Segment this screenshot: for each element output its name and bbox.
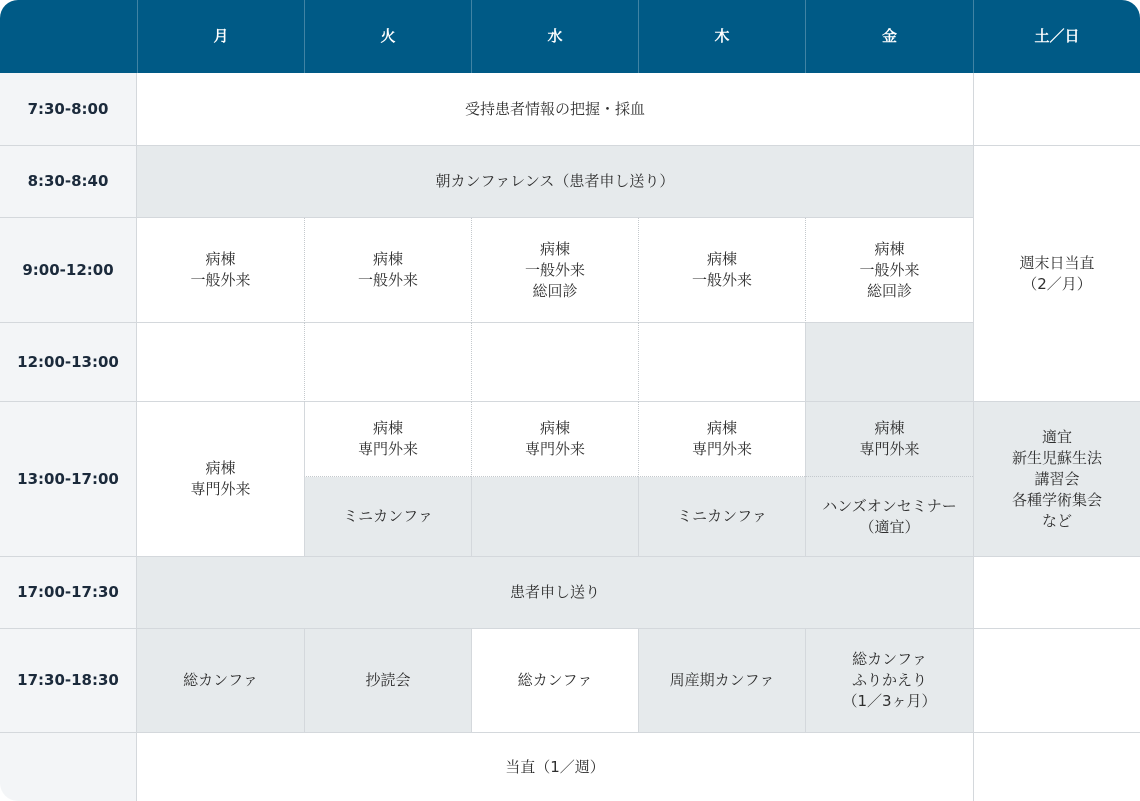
schedule-cell: ハンズオンセミナー （適宜） [805,477,973,557]
schedule-cell: 病棟 専門外来 [471,402,638,477]
schedule-cell-empty [137,323,304,402]
schedule-cell-empty [973,629,1140,733]
schedule-cell-empty [471,477,638,557]
schedule-cell-weekend-duty: 週末日当直 （2／月） [973,146,1140,402]
schedule-cell: 病棟 一般外来 総回診 [471,218,638,323]
schedule-cell-split [471,402,638,557]
header-day-thu: 木 [638,0,805,73]
schedule-cell: 病棟 一般外来 [304,218,471,323]
schedule-cell-split [805,402,973,557]
schedule-cell: 総カンファ [137,629,304,733]
schedule-cell-split [638,402,805,557]
time-label [0,733,137,801]
time-label: 13:00-17:00 [0,402,137,557]
header-day-mon: 月 [137,0,304,73]
time-label: 9:00-12:00 [0,218,137,323]
schedule-cell: 抄読会 [304,629,471,733]
header-day-tue: 火 [304,0,471,73]
header-day-fri: 金 [805,0,973,73]
schedule-cell-split [304,402,471,557]
schedule-cell: 病棟 専門外来 [137,402,304,557]
time-label: 8:30-8:40 [0,146,137,218]
time-label: 17:00-17:30 [0,557,137,629]
schedule-cell: 総カンファ [471,629,638,733]
schedule-cell: 病棟 専門外来 [805,402,973,477]
schedule-cell-empty [805,323,973,402]
schedule-cell: 病棟 専門外来 [638,402,805,477]
schedule-cell-empty [973,557,1140,629]
schedule-cell-empty [973,733,1140,801]
schedule-cell: 患者申し送り [137,557,973,629]
schedule-cell: 病棟 一般外来 [137,218,304,323]
schedule-cell: 周産期カンファ [638,629,805,733]
schedule-cell: ミニカンファ [638,477,805,557]
schedule-cell: ミニカンファ [304,477,471,557]
header-corner [0,0,137,73]
schedule-cell: 病棟 一般外来 [638,218,805,323]
schedule-cell-empty [973,73,1140,146]
header-day-weekend: 土／日 [973,0,1140,73]
schedule-cell-weekend-events: 適宜 新生児蘇生法 講習会 各種学術集会 など [973,402,1140,557]
schedule-cell-empty [638,323,805,402]
schedule-cell: 総カンファ ふりかえり （1／3ヶ月） [805,629,973,733]
time-label: 7:30-8:00 [0,73,137,146]
schedule-cell-empty [471,323,638,402]
schedule-cell: 病棟 一般外来 総回診 [805,218,973,323]
schedule-cell: 病棟 専門外来 [304,402,471,477]
time-label: 12:00-13:00 [0,323,137,402]
header-day-wed: 水 [471,0,638,73]
schedule-cell: 朝カンファレンス（患者申し送り） [137,146,973,218]
time-label: 17:30-18:30 [0,629,137,733]
schedule-cell: 当直（1／週） [137,733,973,801]
schedule-cell-empty [304,323,471,402]
schedule-cell: 受持患者情報の把握・採血 [137,73,973,146]
